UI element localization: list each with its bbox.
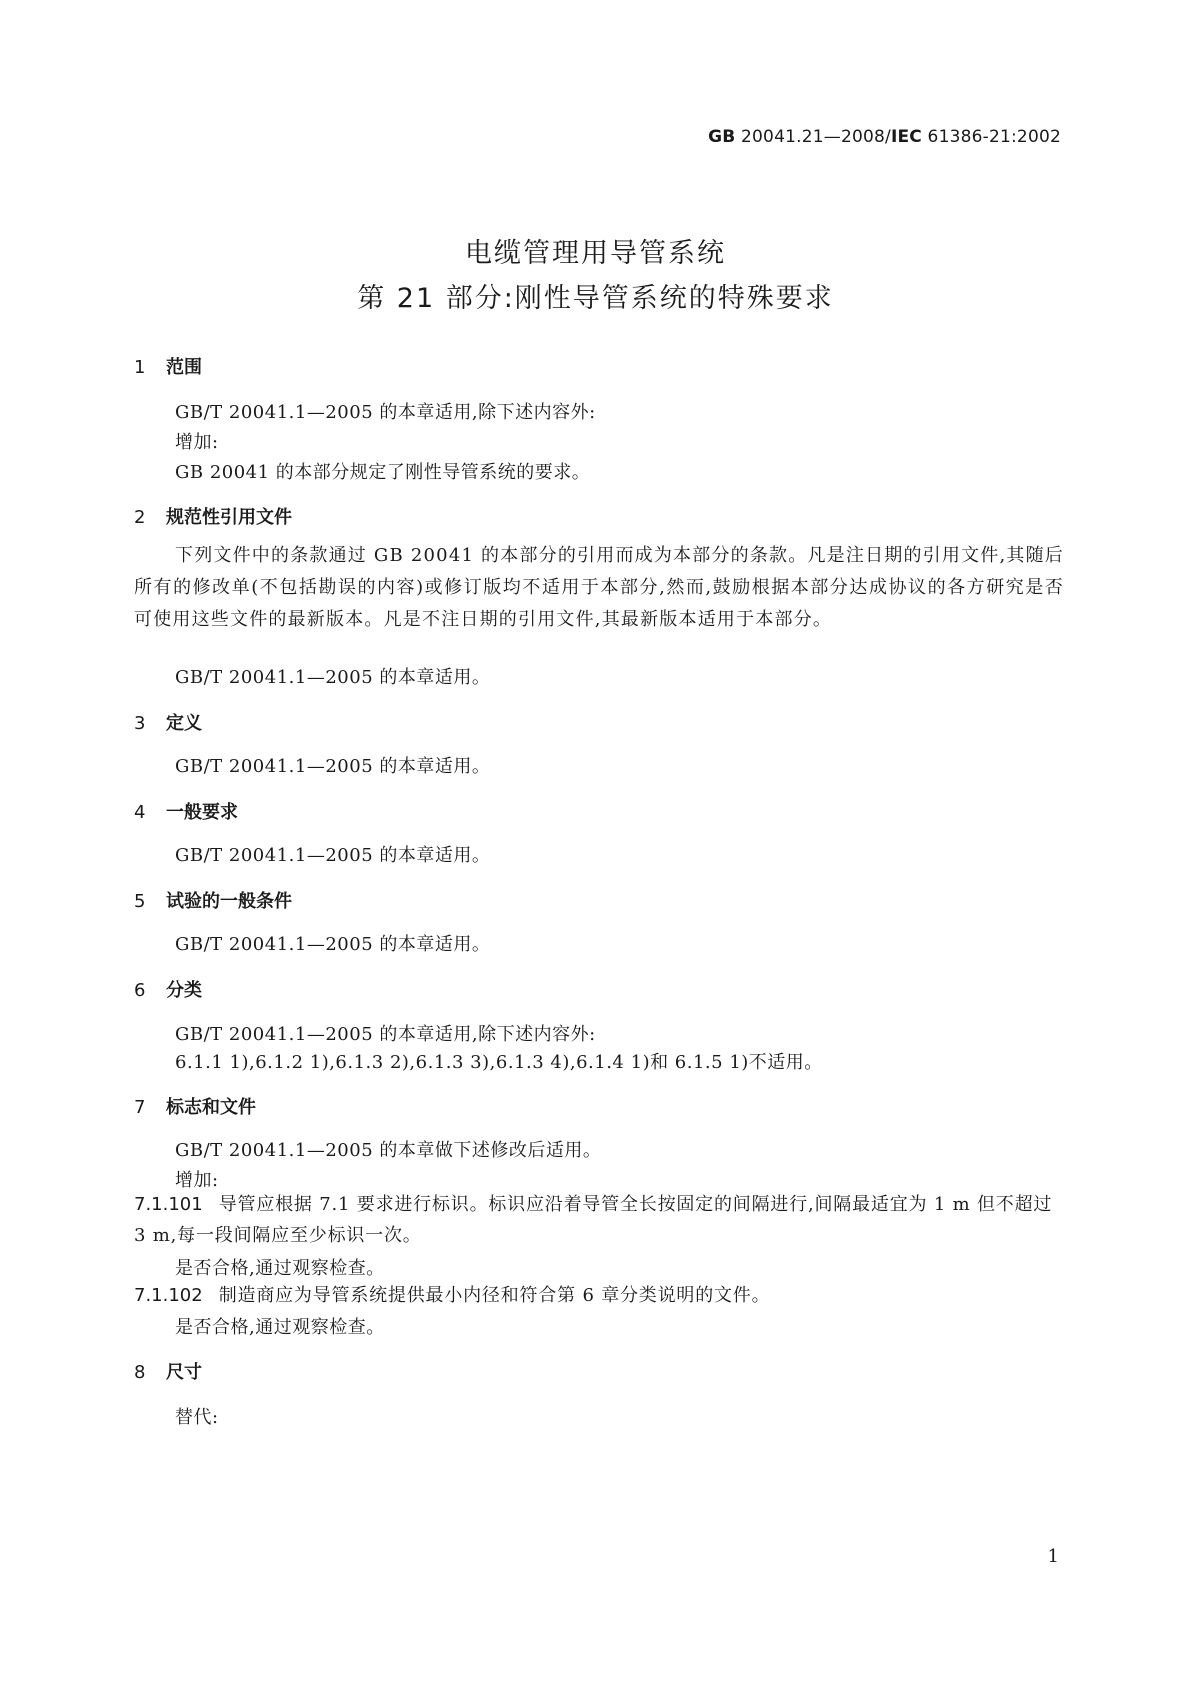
- clause-7-1-102: [134, 1280, 1064, 1311]
- clause-text: 制造商应为导管系统提供最小内径和符合第 6 章分类说明的文件。: [218, 1285, 771, 1306]
- clause-7-1-101: [134, 1189, 1064, 1251]
- standard-code: [708, 127, 1061, 147]
- section-heading-5: 5 试验的一般条件: [134, 891, 292, 912]
- section-1-para-2: 增加:: [175, 432, 219, 453]
- section-6-para-1: GB/T 20041.1—2005 的本章适用,除下述内容外:: [175, 1024, 596, 1045]
- clause-7-1-102-check: 是否合格,通过观察检查。: [175, 1317, 385, 1338]
- clause-7-1-101-check: 是否合格,通过观察检查。: [175, 1258, 385, 1279]
- section-2-para-1: GB/T 20041.1—2005 的本章适用。: [175, 667, 491, 688]
- section-4-para-1: GB/T 20041.1—2005 的本章适用。: [175, 845, 491, 866]
- section-6-para-2: 6.1.1 1),6.1.2 1),6.1.3 2),6.1.3 3),6.1.3 4),6.1.4 1)和 6.1.5 1)不适用。: [175, 1052, 823, 1073]
- section-8-para-1: 替代:: [175, 1407, 219, 1428]
- section-1-para-1: GB/T 20041.1—2005 的本章适用,除下述内容外:: [175, 402, 596, 423]
- section-heading-8: 8 尺寸: [134, 1362, 202, 1383]
- std-number: 20041.21—2008/: [735, 127, 891, 147]
- section-heading-2: 2 规范性引用文件: [134, 507, 292, 528]
- document-title-line1: 电缆管理用导管系统: [465, 238, 726, 269]
- std-iec-number: 61386-21:2002: [921, 127, 1061, 147]
- section-heading-6: 6 分类: [134, 980, 202, 1001]
- document-title-line2: 第 21 部分:刚性导管系统的特殊要求: [357, 283, 834, 314]
- section-heading-3: 3 定义: [134, 713, 202, 734]
- section-7-para-1: GB/T 20041.1—2005 的本章做下述修改后适用。: [175, 1140, 602, 1161]
- section-heading-7: 7 标志和文件: [134, 1097, 256, 1118]
- section-heading-1: 1 范围: [134, 357, 202, 378]
- std-prefix: GB: [708, 127, 736, 147]
- section-1-para-3: GB 20041 的本部分规定了刚性导管系统的要求。: [175, 462, 591, 483]
- section-5-para-1: GB/T 20041.1—2005 的本章适用。: [175, 934, 491, 955]
- clause-number: 7.1.102: [134, 1285, 203, 1306]
- std-iec-prefix: IEC: [890, 127, 922, 147]
- page-number: 1: [1047, 1546, 1059, 1567]
- section-heading-4: 4 一般要求: [134, 802, 238, 823]
- clause-number: 7.1.101: [134, 1194, 203, 1215]
- section-3-para-1: GB/T 20041.1—2005 的本章适用。: [175, 756, 491, 777]
- section-2-wrap-para: 下列文件中的条款通过 GB 20041 的本部分的引用而成为本部分的条款。凡是注日期的引用文件,其随后所有的修改单(不包括勘误的内容)或修订版均不适用于本部分,然而,鼓励根据本部分达成协议的各方研究是否可使用这些文件的最新版本。凡是不注日期的引用文件,其最新版本适用于本部分。: [134, 545, 1064, 630]
- section-7-para-2: 增加:: [175, 1170, 219, 1191]
- clause-text: 导管应根据 7.1 要求进行标识。标识应沿着导管全长按固定的间隔进行,间隔最适宜为 1 m 但不超过 3 m,每一段间隔应至少标识一次。: [134, 1194, 1053, 1246]
